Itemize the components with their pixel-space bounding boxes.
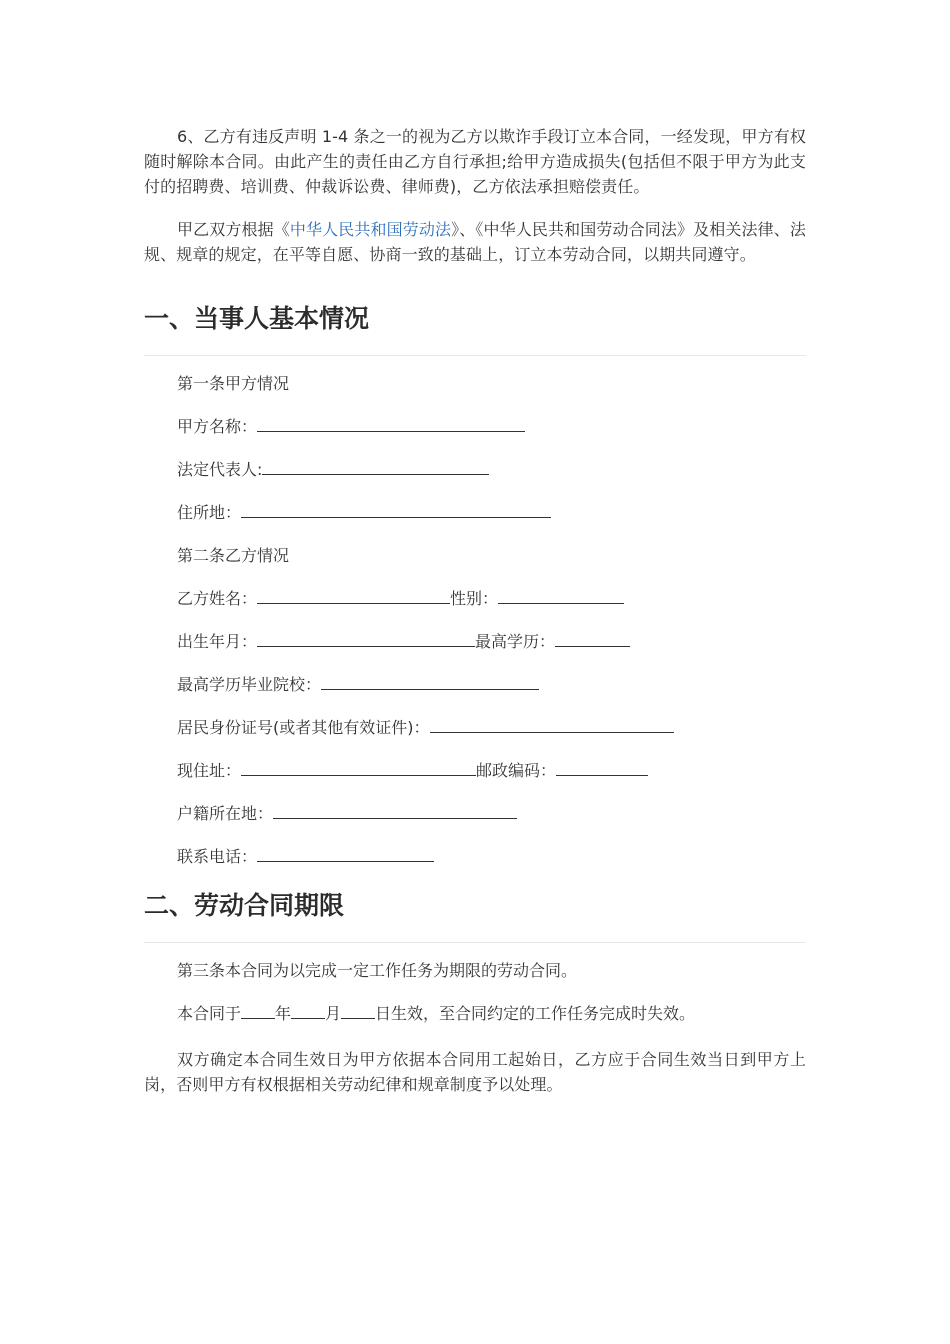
address-blank[interactable]: [241, 503, 551, 518]
article-3-text: 第三条本合同为以完成一定工作任务为期限的劳动合同。: [177, 961, 578, 980]
intro-paragraph-2-prefix: 甲乙双方根据《: [177, 220, 290, 239]
id-number-label: 居民身份证号(或者其他有效证件)：: [177, 718, 430, 737]
start-date-paragraph: 双方确定本合同生效日为甲方依据本合同用工起始日，乙方应于合同生效当日到甲方上岗，否则甲方有权根据相关劳动纪律和规章制度予以处理。: [144, 1050, 806, 1094]
postal-code-blank[interactable]: [556, 761, 648, 776]
birth-row: [144, 632, 806, 652]
section-1-heading: 一、当事人基本情况: [144, 303, 806, 356]
postal-code-label: 邮政编码：: [476, 761, 557, 780]
party-b-name-row: [144, 589, 806, 609]
effective-suffix: 日生效，至合同约定的工作任务完成时失效。: [375, 1004, 696, 1023]
section-1-body: [144, 356, 806, 867]
household-label: 户籍所在地：: [177, 804, 274, 823]
education-blank[interactable]: [555, 632, 630, 647]
id-number-blank[interactable]: [430, 718, 674, 733]
legal-rep-blank[interactable]: [262, 460, 489, 475]
month-blank[interactable]: [291, 1004, 325, 1019]
party-a-name-row: [144, 417, 806, 437]
address-label: 住所地：: [177, 503, 242, 522]
party-a-name-blank[interactable]: [257, 417, 525, 432]
party-b-name-blank[interactable]: [257, 589, 450, 604]
current-address-label: 现住址：: [177, 761, 242, 780]
school-row: [144, 675, 806, 695]
intro-paragraph-2-suffix: 》、《中华人民共和国劳动合同法》及相关法律、法规、规章的规定，在平等自愿、协商一致的基础上，订立本劳动合同，以期共同遵守。: [144, 220, 806, 264]
party-b-name-label: 乙方姓名：: [177, 589, 258, 608]
party-a-name-label: 甲方名称：: [177, 417, 258, 436]
document-page: [144, 124, 806, 1115]
household-row: [144, 804, 806, 824]
day-blank[interactable]: [341, 1004, 375, 1019]
school-blank[interactable]: [321, 675, 539, 690]
legal-rep-label: 法定代表人:: [177, 460, 263, 479]
section-2-body: [144, 943, 806, 1097]
month-label: 月: [325, 1004, 342, 1023]
effective-prefix: 本合同于: [177, 1004, 242, 1023]
gender-label: 性别：: [450, 589, 499, 608]
section-2-heading: 二、劳动合同期限: [144, 890, 806, 943]
effective-date-row: [144, 1004, 806, 1024]
address-row: [144, 503, 806, 523]
labor-law-link[interactable]: 中华人民共和国劳动法: [289, 220, 452, 239]
school-label: 最高学历毕业院校：: [177, 675, 322, 694]
legal-rep-row: [144, 460, 806, 480]
phone-label: 联系电话：: [177, 847, 258, 866]
article-1-title: 第一条甲方情况: [177, 374, 290, 393]
current-address-row: [144, 761, 806, 781]
year-blank[interactable]: [241, 1004, 275, 1019]
current-address-blank[interactable]: [241, 761, 476, 776]
phone-row: [144, 847, 806, 867]
year-label: 年: [275, 1004, 292, 1023]
intro-paragraph-1: 6、乙方有违反声明 1-4 条之一的视为乙方以欺诈手段订立本合同，一经发现，甲方有权随时解除本合同。由此产生的责任由乙方自行承担;给甲方造成损失(包括但不限于甲方为此支付的招聘费、培训费、仲裁诉讼费、律师费)，乙方依法承担赔偿责任。: [144, 127, 806, 196]
household-blank[interactable]: [273, 804, 517, 819]
phone-blank[interactable]: [257, 847, 434, 862]
gender-blank[interactable]: [498, 589, 624, 604]
education-label: 最高学历：: [475, 632, 556, 651]
id-number-row: [144, 718, 806, 738]
intro-paragraph-2: [144, 217, 806, 267]
birth-blank[interactable]: [257, 632, 475, 647]
article-2-title: 第二条乙方情况: [177, 546, 290, 565]
birth-label: 出生年月：: [177, 632, 258, 651]
